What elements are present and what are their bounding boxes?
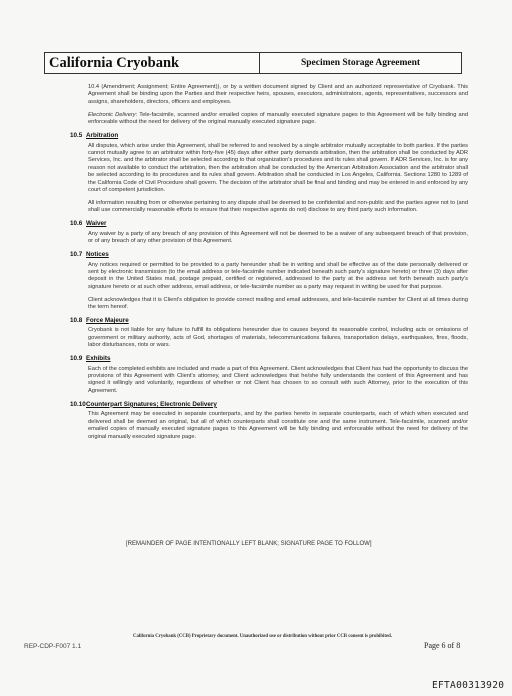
section-title: Exhibits [86,355,111,363]
section-title: Arbitration [86,132,119,140]
section-number: 10.5 [70,132,83,140]
proprietary-notice: California Cryobank (CCB) Proprietary document. Unauthorized use or distribution without prior CCB consent is prohibited. [133,634,392,639]
page-header [44,52,462,74]
arbitration-paragraph-2: All information resulting from or otherwise pertaining to any dispute shall be deemed to be confidential and non-public and the parties agree not to (and shall use commercially reasonable efforts to ensure that their respective agents do not) disclose to any third party such information. [88,199,468,214]
section-number: 10.10 [70,400,86,408]
remainder-blank-note: [REMAINDER OF PAGE INTENTIONALLY LEFT BLANK; SIGNATURE PAGE TO FOLLOW] [126,541,372,547]
counterpart-signatures-paragraph: This Agreement may be executed in separate counterparts, and by the parties hereto in separate counterparts, each of which when executed and delivered shall be deemed an original, but all of which counterparts shall constitute one and the same instrument. Tele-facsimile, scanned and/or emailed copies of manually executed signature pages to this Agreement will be fully binding and enforceable without the need for delivery of the original manually executed signature page. [88,411,468,440]
section-heading-arbitration [70,132,468,140]
page-number: Page 6 of 8 [424,641,461,650]
section-heading-force-majeure [70,317,468,325]
document-code: REP-CDP-F007 1.1 [24,643,82,650]
section-title: Waiver [86,220,107,228]
section-number: 10.6 [70,220,83,228]
waiver-paragraph: Any waiver by a party of any breach of any provision of this Agreement will not be deemed to be a waiver of any subsequent breach of that provision, or of any breach of any other provision of this Agreement. [88,230,468,245]
arbitration-paragraph-1: All disputes, which arise under this Agreement, shall be referred to and resolved by a single arbitrator mutually acceptable to both parties. If the parties cannot mutually agree to an arbitrator within forty-five (45) days after either party demands arbitration, then the arbitration shall be conducted by ADR Services, Inc. and the arbitrator shall be selected according to that organization's procedures and its rules shall govern. If ADR Services, Inc. is for any reason not available to conduct the arbitration, then the arbitration shall be conducted by the American Arbitration Association and the arbitrator shall be selected according to its procedures and its rules shall govern. Arbitration shall be conducted in Los Angeles, California. Sections 1280 to 1289 of the California Code of Civil Procedure shall govern. The decision of the arbitrator shall be final and binding and may be entered in and enforced by any court of competent jurisdiction. [88,142,468,193]
section-heading-waiver [70,220,468,228]
section-heading-notices [70,251,468,259]
electronic-delivery-paragraph [88,112,468,127]
bates-number: EFTA00313920 [432,680,505,691]
section-heading-exhibits [70,355,468,363]
agreement-body [70,84,468,446]
section-title: Force Majeure [86,316,129,324]
intro-paragraph: 10.4 (Amendment; Assignment; Entire Agreement)), or by a written document signed by Client and an authorized representative of Cryobank. This Agreement shall be binding upon the Parties and their respective heirs, spouses, executors, administrators, agents, representatives, successors and assigns, shareholders, directors, officers and employees. [88,84,468,105]
section-number: 10.8 [70,316,83,324]
electronic-delivery-text: : Tele-facsimile, scanned and/or emailed copies of manually executed signature pages to this Agreement will be fully binding and enforceable without the need for delivery of the original manually executed signature page. [88,111,468,126]
company-name: California Cryobank [45,53,260,73]
section-heading-counterpart-signatures [70,401,468,409]
notices-paragraph-2: Client acknowledges that it is Client's obligation to provide correct mailing and email addresses, and tele-facsimile number for Client at all times during the term hereof. [88,296,468,311]
section-number: 10.9 [70,355,83,363]
section-title: Counterpart Signatures; Electronic Delivery [86,400,217,408]
document-title: Specimen Storage Agreement [300,58,421,68]
electronic-delivery-label: Electronic Delivery [88,111,136,118]
section-number: 10.7 [70,251,83,258]
section-title: Notices [86,251,109,258]
force-majeure-paragraph: Cryobank is not liable for any failure to fulfill its obligations hereunder due to causes beyond its reasonable control, including acts or omissions of government or military authority, acts of God, shortages of materials, telecommunications failures, transportation delays, earthquakes, fires, floods, labor disturbances, riots or wars. [88,327,468,349]
notices-paragraph-1: Any notices required or permitted to be provided to a party hereunder shall be in writing and shall be effective as of the date personally delivered or sent by electronic transmission (to the email address or tele-facsimile number indicated beneath such party's signature hereto) or three (3) days after deposit in the United States mail, postage prepaid, certified or registered, addressed to the party at the address set forth beneath such party's signature hereto or at such other address, email address, or tele-facsimile number as a party may request in writing be used for that purpose. [88,261,468,290]
exhibits-paragraph: Each of the completed exhibits are included and made a part of this Agreement. Client acknowledges that Client has had the opportunity to discuss the provisions of this Agreement with Client's attorney, and Client acknowledges that he/she fully understands the content of this Agreement and has signed it willingly and voluntarily, regardless of whether or not Client has chosen to so consult with such Attorney, prior to the execution of this Agreement. [88,365,468,394]
